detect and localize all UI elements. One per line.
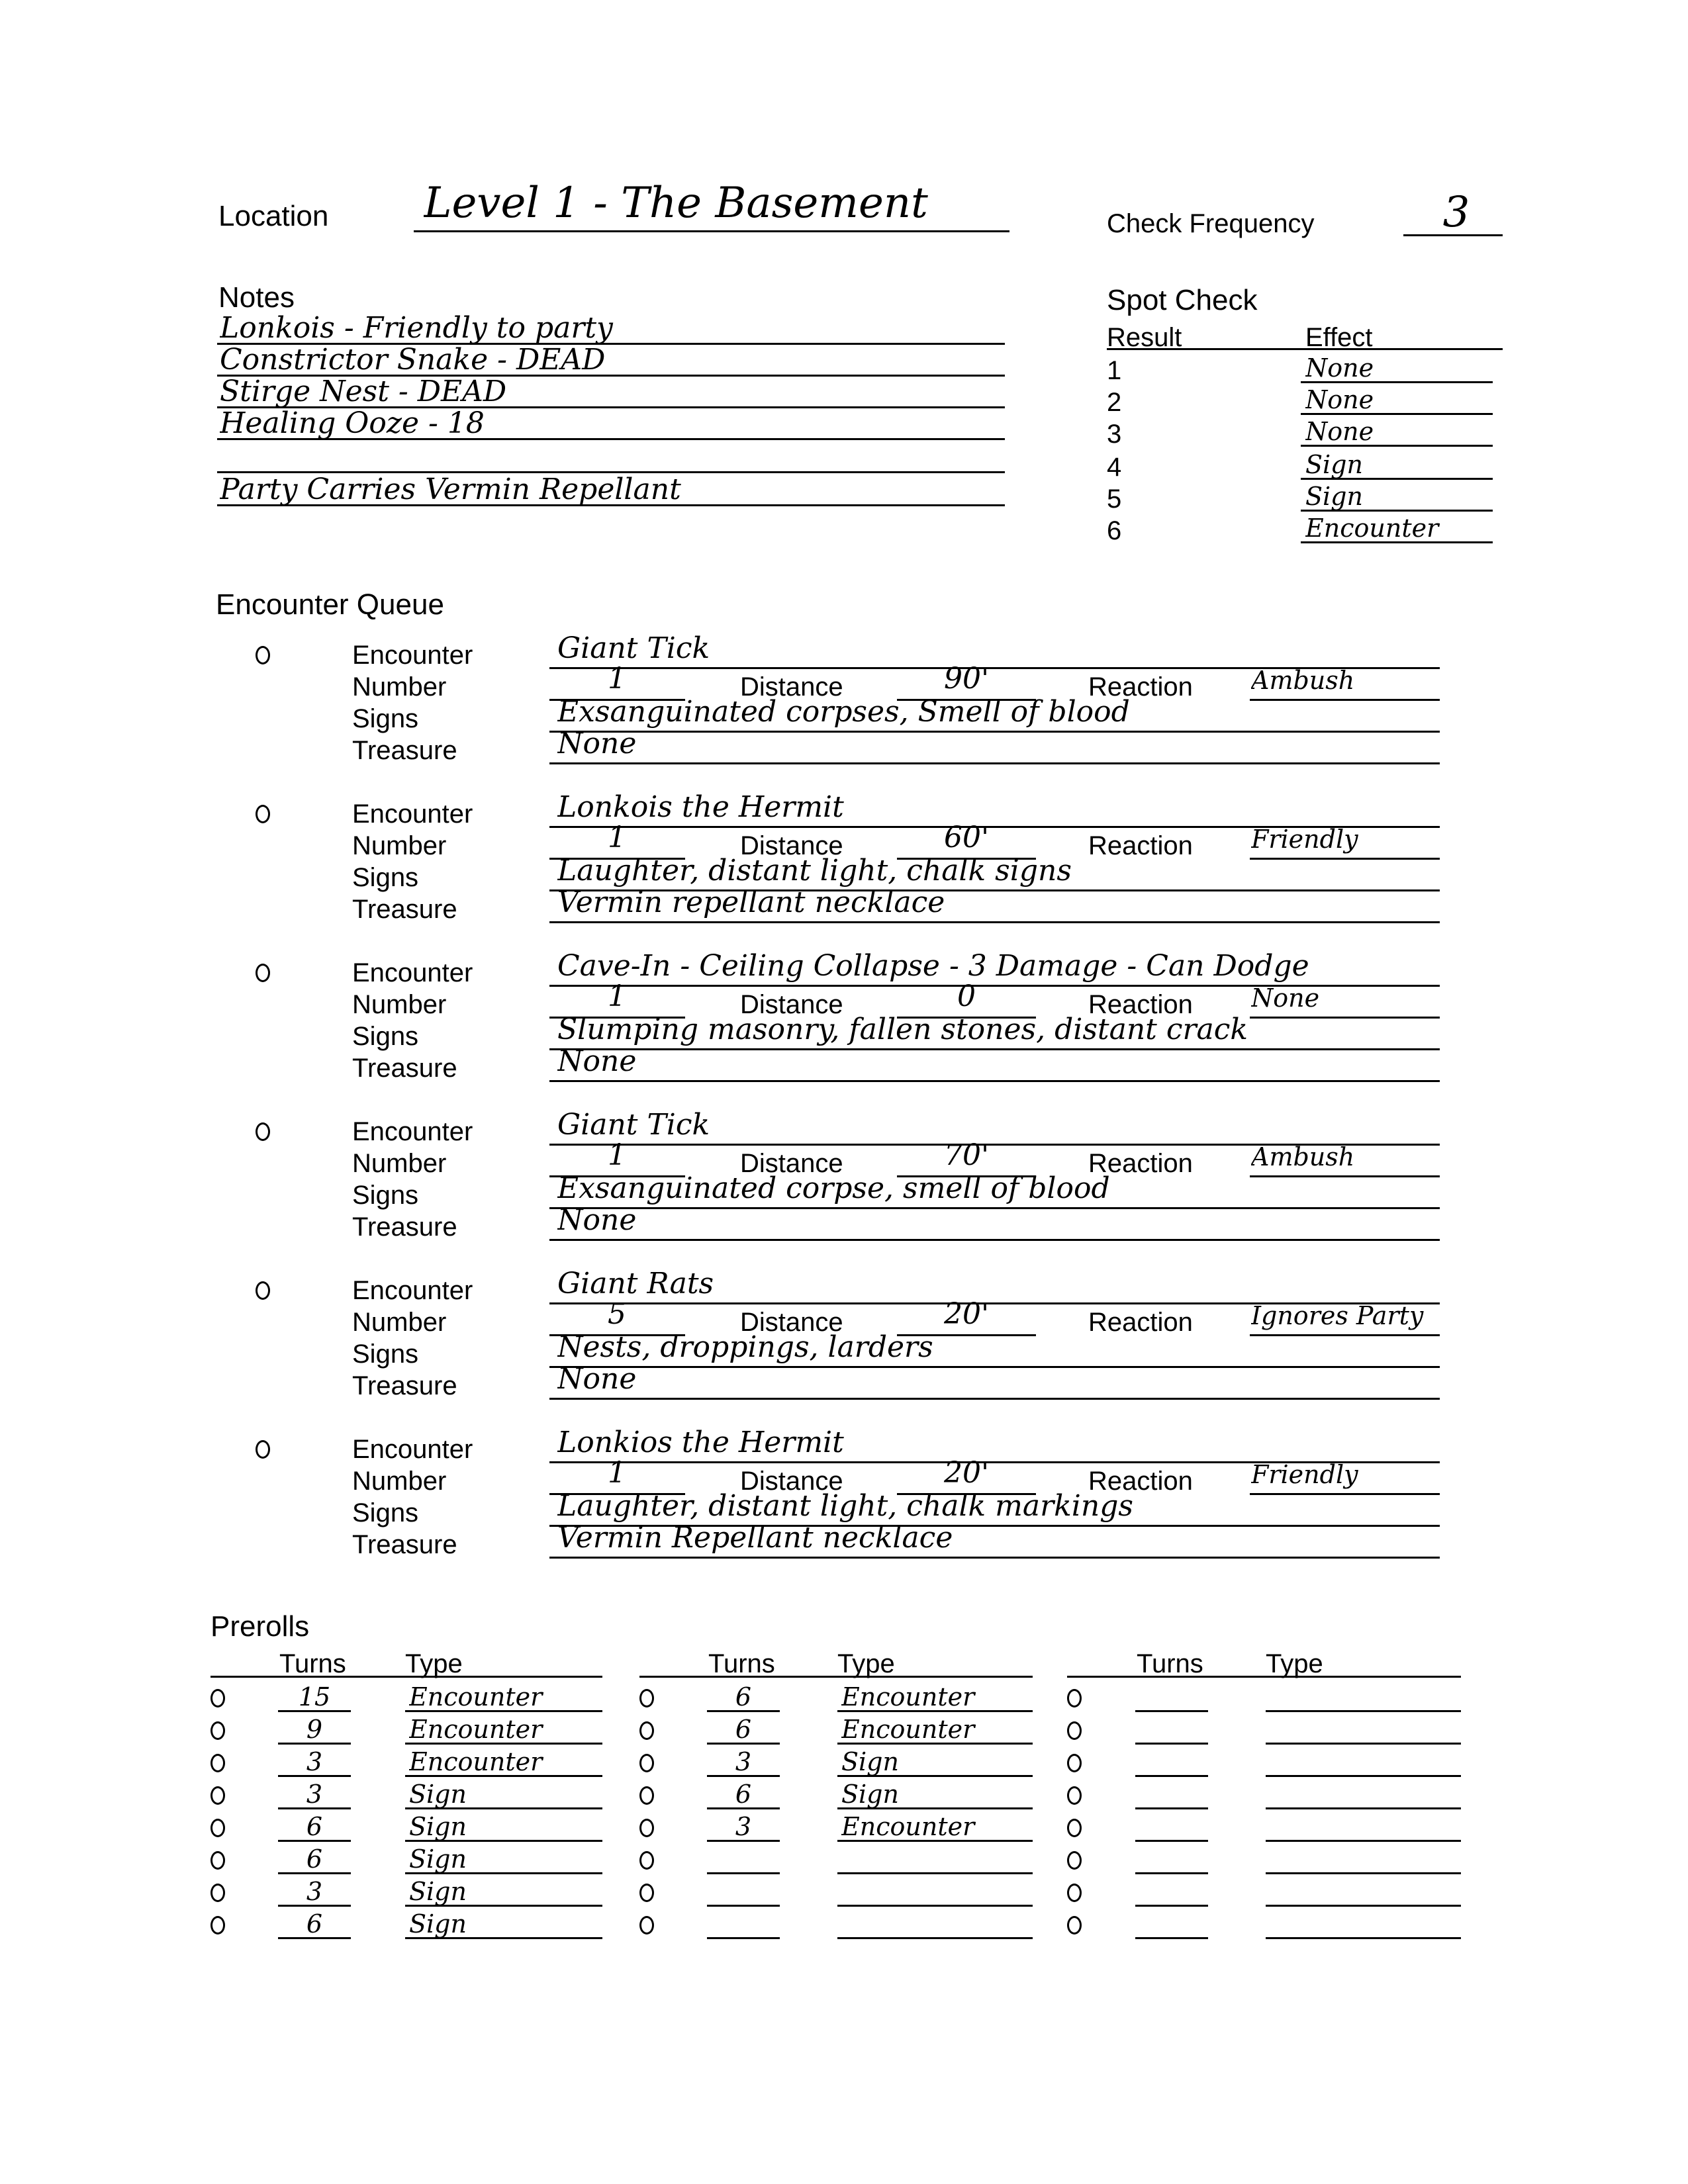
spot-check-effect-rule bbox=[1301, 478, 1493, 480]
prerolls-header-rule bbox=[639, 1676, 1033, 1678]
signs-label: Signs bbox=[352, 1498, 419, 1527]
encounter-checkbox[interactable] bbox=[256, 1440, 270, 1459]
distance-value[interactable]: 90' bbox=[943, 663, 990, 695]
signs-value[interactable]: Laughter, distant light, chalk signs bbox=[557, 855, 1072, 887]
preroll-type-rule bbox=[837, 1872, 1033, 1874]
preroll-type[interactable]: Encounter bbox=[841, 1715, 975, 1744]
preroll-turns-rule bbox=[1135, 1710, 1208, 1712]
spot-check-effect-rule bbox=[1301, 381, 1493, 383]
distance-label: Distance bbox=[740, 1149, 843, 1178]
prerolls-type-header: Type bbox=[1266, 1649, 1323, 1678]
treasure-rule bbox=[549, 1398, 1440, 1400]
spot-check-result: 3 bbox=[1107, 420, 1122, 449]
notes-line-text[interactable]: Constrictor Snake - DEAD bbox=[220, 344, 606, 376]
treasure-value[interactable]: None bbox=[557, 728, 637, 760]
prerolls-turns-header: Turns bbox=[708, 1649, 775, 1678]
preroll-turns-rule bbox=[707, 1840, 780, 1842]
number-label: Number bbox=[352, 1308, 447, 1337]
encounter-checkbox[interactable] bbox=[256, 1281, 270, 1300]
distance-label: Distance bbox=[740, 990, 843, 1019]
signs-value[interactable]: Slumping masonry, fallen stones, distant crack bbox=[557, 1014, 1248, 1046]
prerolls-type-header: Type bbox=[405, 1649, 463, 1678]
preroll-type-rule bbox=[837, 1905, 1033, 1907]
preroll-turns[interactable]: 6 bbox=[306, 1844, 323, 1874]
spot-check-effect[interactable]: Sign bbox=[1305, 482, 1363, 511]
notes-label: Notes bbox=[218, 281, 295, 314]
preroll-checkbox[interactable] bbox=[639, 1851, 654, 1870]
preroll-type-rule bbox=[405, 1937, 602, 1939]
treasure-value[interactable]: Vermin Repellant necklace bbox=[557, 1522, 953, 1554]
notes-line-rule bbox=[217, 504, 1005, 506]
reaction-label: Reaction bbox=[1088, 990, 1193, 1019]
encounter-label: Encounter bbox=[352, 1435, 473, 1464]
check-frequency-underline bbox=[1403, 234, 1503, 236]
preroll-turns[interactable]: 3 bbox=[306, 1877, 323, 1906]
distance-label: Distance bbox=[740, 1308, 843, 1337]
preroll-turns[interactable]: 6 bbox=[735, 1715, 752, 1744]
preroll-checkbox[interactable] bbox=[1067, 1819, 1082, 1837]
spot-check-result: 6 bbox=[1107, 516, 1122, 545]
preroll-checkbox[interactable] bbox=[211, 1689, 225, 1707]
preroll-checkbox[interactable] bbox=[1067, 1884, 1082, 1902]
preroll-turns-rule bbox=[707, 1775, 780, 1777]
preroll-checkbox[interactable] bbox=[639, 1721, 654, 1740]
encounter-name[interactable]: Cave-In - Ceiling Collapse - 3 Damage - Can Dodge bbox=[557, 950, 1309, 982]
preroll-type[interactable]: Sign bbox=[841, 1780, 899, 1809]
preroll-type[interactable]: Sign bbox=[409, 1909, 467, 1938]
encounter-label: Encounter bbox=[352, 1276, 473, 1305]
notes-line-rule bbox=[217, 471, 1005, 473]
spot-check-effect-rule bbox=[1301, 413, 1493, 415]
reaction-value[interactable]: Friendly bbox=[1251, 1460, 1358, 1489]
preroll-turns-rule bbox=[278, 1905, 351, 1907]
encounter-label: Encounter bbox=[352, 641, 473, 670]
treasure-label: Treasure bbox=[352, 1530, 457, 1559]
treasure-value[interactable]: Vermin repellant necklace bbox=[557, 887, 945, 919]
preroll-turns-rule bbox=[278, 1710, 351, 1712]
spot-check-effect-header: Effect bbox=[1305, 323, 1373, 352]
check-frequency-value[interactable]: 3 bbox=[1442, 189, 1470, 236]
notes-line-text[interactable]: Stirge Nest - DEAD bbox=[220, 376, 507, 408]
signs-label: Signs bbox=[352, 1022, 419, 1051]
reaction-label: Reaction bbox=[1088, 831, 1193, 860]
treasure-rule bbox=[549, 762, 1440, 764]
distance-value[interactable]: 70' bbox=[943, 1140, 990, 1171]
preroll-turns-rule bbox=[707, 1905, 780, 1907]
preroll-checkbox[interactable] bbox=[1067, 1754, 1082, 1772]
preroll-type[interactable]: Encounter bbox=[409, 1747, 543, 1776]
preroll-turns-rule bbox=[707, 1807, 780, 1809]
number-label: Number bbox=[352, 1467, 447, 1496]
notes-line-rule bbox=[217, 438, 1005, 440]
preroll-type[interactable]: Sign bbox=[409, 1780, 467, 1809]
preroll-turns[interactable]: 6 bbox=[735, 1780, 752, 1809]
treasure-rule bbox=[549, 1080, 1440, 1082]
spot-check-result: 1 bbox=[1107, 356, 1122, 385]
prerolls-title: Prerolls bbox=[211, 1610, 310, 1643]
preroll-type[interactable]: Encounter bbox=[409, 1715, 543, 1744]
encounter-name[interactable]: Giant Rats bbox=[557, 1268, 714, 1300]
preroll-turns[interactable]: 3 bbox=[735, 1747, 752, 1776]
number-value[interactable]: 1 bbox=[608, 1140, 626, 1171]
preroll-turns[interactable]: 6 bbox=[735, 1682, 752, 1711]
notes-line-text[interactable]: Lonkois - Friendly to party bbox=[220, 312, 613, 344]
preroll-type-rule bbox=[837, 1840, 1033, 1842]
preroll-type[interactable]: Encounter bbox=[409, 1682, 543, 1711]
preroll-turns-rule bbox=[278, 1743, 351, 1745]
distance-value[interactable]: 0 bbox=[957, 981, 976, 1013]
preroll-turns[interactable]: 3 bbox=[735, 1812, 752, 1841]
signs-label: Signs bbox=[352, 1181, 419, 1210]
reaction-label: Reaction bbox=[1088, 1149, 1193, 1178]
preroll-checkbox[interactable] bbox=[211, 1819, 225, 1837]
preroll-turns[interactable]: 3 bbox=[306, 1780, 323, 1809]
number-label: Number bbox=[352, 672, 447, 702]
preroll-type-rule bbox=[1266, 1937, 1461, 1939]
preroll-type-rule bbox=[837, 1807, 1033, 1809]
preroll-checkbox[interactable] bbox=[1067, 1916, 1082, 1934]
preroll-turns-rule bbox=[1135, 1872, 1208, 1874]
prerolls-header-rule bbox=[1067, 1676, 1461, 1678]
preroll-checkbox[interactable] bbox=[1067, 1851, 1082, 1870]
spot-check-effect[interactable]: None bbox=[1305, 417, 1374, 446]
number-value[interactable]: 1 bbox=[608, 981, 626, 1013]
encounter-name[interactable]: Giant Tick bbox=[557, 633, 710, 664]
preroll-turns[interactable]: 15 bbox=[298, 1682, 331, 1711]
preroll-turns[interactable]: 3 bbox=[306, 1747, 323, 1776]
preroll-type-rule bbox=[405, 1872, 602, 1874]
preroll-checkbox[interactable] bbox=[1067, 1721, 1082, 1740]
number-label: Number bbox=[352, 990, 447, 1019]
distance-value[interactable]: 20' bbox=[943, 1298, 990, 1330]
treasure-label: Treasure bbox=[352, 1054, 457, 1083]
treasure-label: Treasure bbox=[352, 1212, 457, 1242]
preroll-checkbox[interactable] bbox=[639, 1916, 654, 1934]
spot-check-effect-rule bbox=[1301, 541, 1493, 543]
spot-check-effect[interactable]: Sign bbox=[1305, 450, 1363, 479]
number-label: Number bbox=[352, 831, 447, 860]
preroll-turns-rule bbox=[1135, 1807, 1208, 1809]
distance-value[interactable]: 60' bbox=[943, 822, 990, 854]
preroll-type-rule bbox=[1266, 1840, 1461, 1842]
preroll-type-rule bbox=[837, 1710, 1033, 1712]
spot-check-effect-rule bbox=[1301, 445, 1493, 447]
reaction-value[interactable]: Friendly bbox=[1251, 825, 1358, 854]
preroll-type-rule bbox=[405, 1807, 602, 1809]
spot-check-result-header: Result bbox=[1107, 323, 1182, 352]
location-value[interactable]: Level 1 - The Basement bbox=[424, 180, 928, 226]
treasure-rule bbox=[549, 1557, 1440, 1559]
preroll-turns[interactable]: 9 bbox=[306, 1715, 323, 1744]
number-value[interactable]: 1 bbox=[608, 1457, 626, 1489]
preroll-checkbox[interactable] bbox=[211, 1786, 225, 1805]
encounter-label: Encounter bbox=[352, 1117, 473, 1146]
preroll-type[interactable]: Encounter bbox=[841, 1682, 975, 1711]
reaction-value[interactable]: None bbox=[1251, 983, 1320, 1013]
spot-check-effect[interactable]: Encounter bbox=[1305, 514, 1439, 543]
signs-value[interactable]: Nests, droppings, larders bbox=[557, 1332, 933, 1363]
preroll-turns-rule bbox=[707, 1872, 780, 1874]
number-label: Number bbox=[352, 1149, 447, 1178]
preroll-turns-rule bbox=[1135, 1775, 1208, 1777]
preroll-type[interactable]: Sign bbox=[409, 1812, 467, 1841]
preroll-turns-rule bbox=[1135, 1743, 1208, 1745]
distance-label: Distance bbox=[740, 1467, 843, 1496]
preroll-type-rule bbox=[1266, 1710, 1461, 1712]
preroll-type-rule bbox=[405, 1743, 602, 1745]
preroll-turns-rule bbox=[707, 1937, 780, 1939]
number-value[interactable]: 5 bbox=[608, 1298, 626, 1330]
signs-label: Signs bbox=[352, 863, 419, 892]
spot-check-effect[interactable]: None bbox=[1305, 385, 1374, 414]
preroll-type-rule bbox=[1266, 1743, 1461, 1745]
preroll-turns-rule bbox=[278, 1872, 351, 1874]
treasure-value[interactable]: None bbox=[557, 1363, 637, 1395]
preroll-turns-rule bbox=[707, 1743, 780, 1745]
treasure-label: Treasure bbox=[352, 1371, 457, 1400]
spot-check-effect[interactable]: None bbox=[1305, 353, 1374, 383]
preroll-checkbox[interactable] bbox=[211, 1754, 225, 1772]
reaction-value[interactable]: Ignores Party bbox=[1251, 1301, 1424, 1330]
preroll-type-rule bbox=[837, 1775, 1033, 1777]
signs-label: Signs bbox=[352, 704, 419, 733]
preroll-turns[interactable]: 6 bbox=[306, 1909, 323, 1938]
preroll-type-rule bbox=[1266, 1905, 1461, 1907]
spot-check-result: 5 bbox=[1107, 484, 1122, 514]
encounter-name[interactable]: Giant Tick bbox=[557, 1109, 710, 1141]
location-underline bbox=[414, 230, 1009, 232]
number-value[interactable]: 1 bbox=[608, 822, 626, 854]
prerolls-type-header: Type bbox=[837, 1649, 895, 1678]
preroll-turns-rule bbox=[1135, 1905, 1208, 1907]
signs-label: Signs bbox=[352, 1340, 419, 1369]
notes-line-text[interactable]: Healing Ooze - 18 bbox=[220, 408, 485, 439]
preroll-type-rule bbox=[405, 1840, 602, 1842]
preroll-type-rule bbox=[1266, 1775, 1461, 1777]
preroll-type[interactable]: Sign bbox=[409, 1844, 467, 1874]
preroll-checkbox[interactable] bbox=[639, 1884, 654, 1902]
treasure-label: Treasure bbox=[352, 895, 457, 924]
distance-value[interactable]: 20' bbox=[943, 1457, 990, 1489]
preroll-checkbox[interactable] bbox=[639, 1786, 654, 1805]
preroll-type[interactable]: Encounter bbox=[841, 1812, 975, 1841]
signs-value[interactable]: Exsanguinated corpse, smell of blood bbox=[557, 1173, 1110, 1205]
spot-check-effect-rule bbox=[1301, 510, 1493, 512]
reaction-value[interactable]: Ambush bbox=[1251, 666, 1355, 695]
preroll-type-rule bbox=[1266, 1872, 1461, 1874]
preroll-turns-rule bbox=[278, 1807, 351, 1809]
preroll-turns-rule bbox=[1135, 1840, 1208, 1842]
preroll-type-rule bbox=[837, 1743, 1033, 1745]
preroll-checkbox[interactable] bbox=[211, 1851, 225, 1870]
distance-label: Distance bbox=[740, 672, 843, 702]
preroll-checkbox[interactable] bbox=[211, 1916, 225, 1934]
reaction-value[interactable]: Ambush bbox=[1251, 1142, 1355, 1171]
preroll-turns-rule bbox=[278, 1937, 351, 1939]
encounter-queue-title: Encounter Queue bbox=[216, 588, 444, 621]
preroll-checkbox[interactable] bbox=[639, 1754, 654, 1772]
preroll-turns-rule bbox=[707, 1710, 780, 1712]
notes-line-text[interactable]: Party Carries Vermin Repellant bbox=[220, 474, 681, 506]
treasure-value[interactable]: None bbox=[557, 1046, 637, 1077]
treasure-rule bbox=[549, 1239, 1440, 1241]
preroll-type-rule bbox=[1266, 1807, 1461, 1809]
preroll-turns-rule bbox=[278, 1775, 351, 1777]
preroll-turns-rule bbox=[278, 1840, 351, 1842]
preroll-type-rule bbox=[405, 1775, 602, 1777]
preroll-type[interactable]: Sign bbox=[841, 1747, 899, 1776]
encounter-checkbox[interactable] bbox=[256, 805, 270, 823]
treasure-label: Treasure bbox=[352, 736, 457, 765]
encounter-name[interactable]: Lonkois the Hermit bbox=[557, 792, 844, 823]
prerolls-turns-header: Turns bbox=[1137, 1649, 1203, 1678]
spot-check-result: 4 bbox=[1107, 453, 1122, 482]
preroll-type[interactable]: Sign bbox=[409, 1877, 467, 1906]
treasure-rule bbox=[549, 921, 1440, 923]
spot-check-result: 2 bbox=[1107, 388, 1122, 417]
encounter-checkbox[interactable] bbox=[256, 1122, 270, 1141]
distance-label: Distance bbox=[740, 831, 843, 860]
spot-check-header-rule bbox=[1107, 348, 1503, 350]
preroll-checkbox[interactable] bbox=[639, 1689, 654, 1707]
preroll-type-rule bbox=[837, 1937, 1033, 1939]
prerolls-turns-header: Turns bbox=[279, 1649, 346, 1678]
encounter-checkbox[interactable] bbox=[256, 964, 270, 982]
treasure-value[interactable]: None bbox=[557, 1205, 637, 1236]
number-value[interactable]: 1 bbox=[608, 663, 626, 695]
preroll-checkbox[interactable] bbox=[1067, 1689, 1082, 1707]
check-frequency-label: Check Frequency bbox=[1107, 209, 1315, 238]
preroll-turns-rule bbox=[1135, 1937, 1208, 1939]
encounter-label: Encounter bbox=[352, 799, 473, 829]
preroll-checkbox[interactable] bbox=[211, 1884, 225, 1902]
signs-value[interactable]: Laughter, distant light, chalk markings bbox=[557, 1490, 1133, 1522]
preroll-checkbox[interactable] bbox=[639, 1819, 654, 1837]
preroll-turns[interactable]: 6 bbox=[306, 1812, 323, 1841]
reaction-label: Reaction bbox=[1088, 1467, 1193, 1496]
reaction-label: Reaction bbox=[1088, 672, 1193, 702]
spot-check-title: Spot Check bbox=[1107, 284, 1258, 316]
encounter-name[interactable]: Lonkios the Hermit bbox=[557, 1427, 844, 1459]
preroll-type-rule bbox=[405, 1710, 602, 1712]
preroll-checkbox[interactable] bbox=[1067, 1786, 1082, 1805]
encounter-checkbox[interactable] bbox=[256, 646, 270, 664]
preroll-type-rule bbox=[405, 1905, 602, 1907]
preroll-checkbox[interactable] bbox=[211, 1721, 225, 1740]
signs-value[interactable]: Exsanguinated corpses, Smell of blood bbox=[557, 696, 1130, 728]
location-label: Location bbox=[218, 200, 329, 232]
reaction-label: Reaction bbox=[1088, 1308, 1193, 1337]
encounter-label: Encounter bbox=[352, 958, 473, 987]
